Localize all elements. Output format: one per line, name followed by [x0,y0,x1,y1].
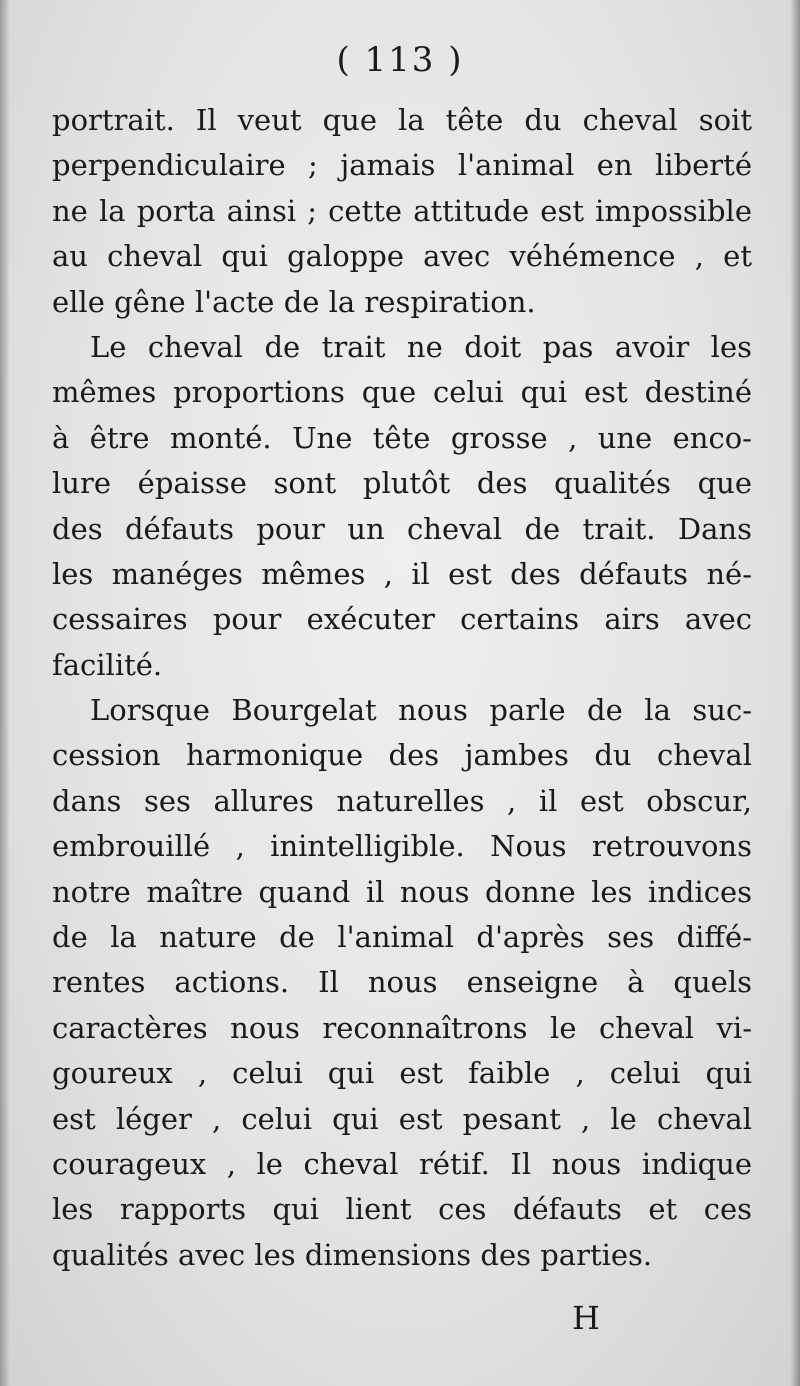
text-line: portrait. Il veut que la tête du cheval soit [52,103,752,137]
text-line: au cheval qui galoppe avec véhémence , et [52,239,752,274]
text-line: ne la porta ainsi ; cette attitude est impossible [52,193,752,228]
text-line: de la nature de l'animal d'après ses diffé- [52,920,752,955]
page-number-header: ( 113 ) [336,40,464,80]
text-line: courageux , le cheval rétif. Il nous indique [52,1146,752,1181]
text-line: les rapports qui lient ces défauts et ces [52,1192,752,1227]
text-line: dans ses allures naturelles , il est obscur, [52,783,752,818]
text-line: qualités avec les dimensions des parties. [52,1237,653,1272]
text-line: mêmes proportions que celui qui est destiné [52,375,752,410]
text-line: notre maître quand il nous donne les indices [52,874,752,909]
scan-edge-left [0,0,10,1386]
body-text [52,98,752,1278]
text-line: des défauts pour un cheval de trait. Dans [52,511,752,546]
text-line: les manéges mêmes , il est des défauts né- [52,556,752,591]
text-line: caractères nous reconnaîtrons le cheval vi- [52,1010,752,1045]
text-line: est léger , celui qui est pesant , le cheval [52,1101,752,1136]
paragraph-first-line: Le cheval de trait ne doit pas avoir les [90,329,752,364]
signature-mark: H [572,1299,601,1337]
text-line: cession harmonique des jambes du cheval [52,738,752,773]
text-line: rentes actions. Il nous enseigne à quels [52,965,752,1000]
scan-edge-right [790,0,800,1386]
text-line: lure épaisse sont plutôt des qualités que [52,466,752,501]
text-line: à être monté. Une tête grosse , une enco- [52,420,752,455]
paragraph-first-line: Lorsque Bourgelat nous parle de la suc- [90,693,752,728]
text-line: goureux , celui qui est faible , celui qui [52,1056,752,1091]
text-line: embrouillé , inintelligible. Nous retrouvons [52,829,752,864]
text-line: cessaires pour exécuter certains airs avec [52,602,752,637]
text-line: elle gêne l'acte de la respiration. [52,284,536,319]
text-line: perpendiculaire ; jamais l'animal en liberté [52,148,752,183]
text-line: facilité. [52,647,163,682]
